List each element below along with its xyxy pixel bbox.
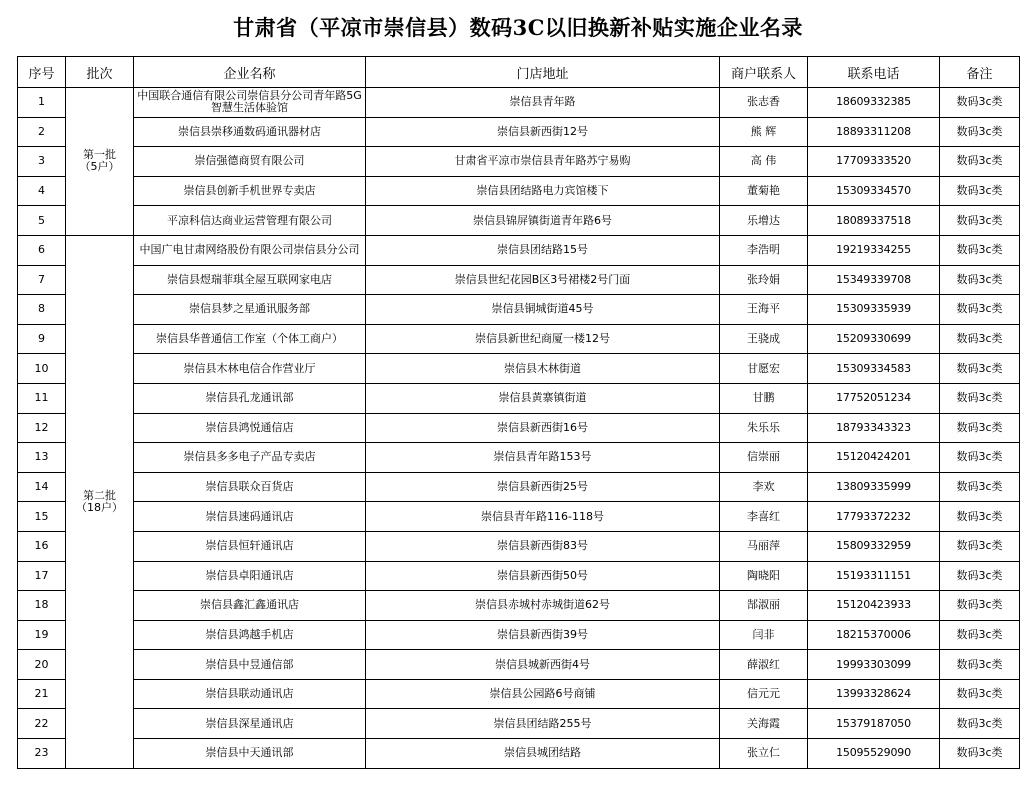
cell-contact: 张志香 bbox=[720, 88, 808, 118]
cell-phone: 17752051234 bbox=[808, 383, 940, 413]
cell-contact: 李喜红 bbox=[720, 502, 808, 532]
table-row bbox=[18, 531, 1020, 561]
cell-phone: 15193311151 bbox=[808, 561, 940, 591]
cell-address: 崇信县青年路153号 bbox=[366, 443, 720, 473]
cell-note: 数码3c类 bbox=[940, 324, 1020, 354]
cell-contact: 乐增达 bbox=[720, 206, 808, 236]
cell-contact: 张玲娟 bbox=[720, 265, 808, 295]
cell-address: 崇信县新世纪商厦一楼12号 bbox=[366, 324, 720, 354]
table-row bbox=[18, 354, 1020, 384]
cell-company: 崇信县鸿悦通信店 bbox=[134, 413, 366, 443]
cell-note: 数码3c类 bbox=[940, 147, 1020, 177]
cell-seq: 3 bbox=[18, 147, 66, 177]
cell-seq: 8 bbox=[18, 295, 66, 325]
table-row bbox=[18, 709, 1020, 739]
cell-seq: 19 bbox=[18, 620, 66, 650]
cell-contact: 关海霞 bbox=[720, 709, 808, 739]
header-note: 备注 bbox=[940, 57, 1020, 88]
batch-count: （18户） bbox=[76, 500, 123, 514]
header-company: 企业名称 bbox=[134, 57, 366, 88]
cell-note: 数码3c类 bbox=[940, 739, 1020, 769]
enterprise-table bbox=[17, 56, 1020, 769]
batch-label: 第一批 bbox=[83, 148, 116, 162]
table-row bbox=[18, 324, 1020, 354]
cell-address: 崇信县团结路15号 bbox=[366, 235, 720, 265]
batch-label: 第二批 bbox=[83, 488, 116, 502]
cell-company: 崇信县崇移通数码通讯器材店 bbox=[134, 117, 366, 147]
cell-note: 数码3c类 bbox=[940, 443, 1020, 473]
cell-seq: 21 bbox=[18, 679, 66, 709]
cell-note: 数码3c类 bbox=[940, 502, 1020, 532]
cell-phone: 18089337518 bbox=[808, 206, 940, 236]
cell-company: 崇信县煜瑞菲琪全屋互联网家电店 bbox=[134, 265, 366, 295]
cell-seq: 17 bbox=[18, 561, 66, 591]
cell-company: 崇信县创新手机世界专卖店 bbox=[134, 176, 366, 206]
cell-address: 甘肃省平凉市崇信县青年路苏宁易购 bbox=[366, 147, 720, 177]
cell-address: 崇信县新西街12号 bbox=[366, 117, 720, 147]
table-row bbox=[18, 650, 1020, 680]
cell-company: 崇信县华普通信工作室（个体工商户） bbox=[134, 324, 366, 354]
cell-note: 数码3c类 bbox=[940, 265, 1020, 295]
cell-phone: 15120424201 bbox=[808, 443, 940, 473]
cell-contact: 李欢 bbox=[720, 472, 808, 502]
cell-seq: 7 bbox=[18, 265, 66, 295]
cell-batch bbox=[66, 88, 134, 236]
cell-seq: 11 bbox=[18, 383, 66, 413]
cell-address: 崇信县青年路 bbox=[366, 88, 720, 118]
cell-contact: 郜淑丽 bbox=[720, 591, 808, 621]
cell-phone: 15349339708 bbox=[808, 265, 940, 295]
cell-phone: 15309334583 bbox=[808, 354, 940, 384]
cell-seq: 15 bbox=[18, 502, 66, 532]
cell-note: 数码3c类 bbox=[940, 709, 1020, 739]
cell-contact: 马丽萍 bbox=[720, 531, 808, 561]
cell-company: 崇信县梦之星通讯服务部 bbox=[134, 295, 366, 325]
table-row bbox=[18, 739, 1020, 769]
table-row bbox=[18, 561, 1020, 591]
cell-note: 数码3c类 bbox=[940, 354, 1020, 384]
cell-phone: 13809335999 bbox=[808, 472, 940, 502]
cell-address: 崇信县公园路6号商铺 bbox=[366, 679, 720, 709]
table-row bbox=[18, 383, 1020, 413]
cell-seq: 23 bbox=[18, 739, 66, 769]
cell-company: 崇信县速码通讯店 bbox=[134, 502, 366, 532]
table-row bbox=[18, 443, 1020, 473]
cell-contact: 张立仁 bbox=[720, 739, 808, 769]
cell-contact: 甘鹏 bbox=[720, 383, 808, 413]
cell-note: 数码3c类 bbox=[940, 679, 1020, 709]
table-row bbox=[18, 265, 1020, 295]
cell-seq: 14 bbox=[18, 472, 66, 502]
cell-address: 崇信县团结路255号 bbox=[366, 709, 720, 739]
cell-company: 平凉科信达商业运营管理有限公司 bbox=[134, 206, 366, 236]
cell-note: 数码3c类 bbox=[940, 472, 1020, 502]
cell-contact: 闫非 bbox=[720, 620, 808, 650]
cell-phone: 17793372232 bbox=[808, 502, 940, 532]
cell-phone: 15309335939 bbox=[808, 295, 940, 325]
cell-seq: 20 bbox=[18, 650, 66, 680]
cell-seq: 4 bbox=[18, 176, 66, 206]
cell-note: 数码3c类 bbox=[940, 176, 1020, 206]
cell-seq: 16 bbox=[18, 531, 66, 561]
cell-note: 数码3c类 bbox=[940, 295, 1020, 325]
cell-contact: 甘愿宏 bbox=[720, 354, 808, 384]
cell-contact: 王海平 bbox=[720, 295, 808, 325]
cell-company: 崇信县恒轩通讯店 bbox=[134, 531, 366, 561]
cell-company: 崇信县鑫汇鑫通讯店 bbox=[134, 591, 366, 621]
cell-phone: 15379187050 bbox=[808, 709, 940, 739]
cell-company: 崇信县深星通讯店 bbox=[134, 709, 366, 739]
document-title: 甘肃省（平凉市崇信县）数码3C以旧换新补贴实施企业名录 bbox=[233, 15, 803, 40]
cell-address: 崇信县新西街83号 bbox=[366, 531, 720, 561]
cell-note: 数码3c类 bbox=[940, 117, 1020, 147]
cell-company: 中国广电甘肃网络股份有限公司崇信县分公司 bbox=[134, 235, 366, 265]
table-row bbox=[18, 679, 1020, 709]
table-row bbox=[18, 413, 1020, 443]
table-row bbox=[18, 176, 1020, 206]
cell-address: 崇信县锦屏镇街道青年路6号 bbox=[366, 206, 720, 236]
cell-contact: 朱乐乐 bbox=[720, 413, 808, 443]
cell-address: 崇信县木林街道 bbox=[366, 354, 720, 384]
cell-address: 崇信县新西街25号 bbox=[366, 472, 720, 502]
cell-address: 崇信县新西街16号 bbox=[366, 413, 720, 443]
table-row bbox=[18, 620, 1020, 650]
cell-address: 崇信县青年路116-118号 bbox=[366, 502, 720, 532]
header-row bbox=[18, 57, 1020, 88]
cell-note: 数码3c类 bbox=[940, 650, 1020, 680]
cell-address: 崇信县城团结路 bbox=[366, 739, 720, 769]
cell-seq: 1 bbox=[18, 88, 66, 118]
cell-note: 数码3c类 bbox=[940, 235, 1020, 265]
cell-seq: 2 bbox=[18, 117, 66, 147]
cell-phone: 15209330699 bbox=[808, 324, 940, 354]
cell-contact: 王骁成 bbox=[720, 324, 808, 354]
cell-phone: 18793343323 bbox=[808, 413, 940, 443]
cell-note: 数码3c类 bbox=[940, 88, 1020, 118]
cell-phone: 19219334255 bbox=[808, 235, 940, 265]
cell-seq: 6 bbox=[18, 235, 66, 265]
cell-note: 数码3c类 bbox=[940, 591, 1020, 621]
cell-address: 崇信县世纪花园B区3号裙楼2号门面 bbox=[366, 265, 720, 295]
cell-company: 崇信县鸿越手机店 bbox=[134, 620, 366, 650]
cell-note: 数码3c类 bbox=[940, 620, 1020, 650]
table-row bbox=[18, 117, 1020, 147]
header-contact: 商户联系人 bbox=[720, 57, 808, 88]
cell-seq: 13 bbox=[18, 443, 66, 473]
cell-phone: 18893311208 bbox=[808, 117, 940, 147]
cell-company: 崇信县联动通讯店 bbox=[134, 679, 366, 709]
cell-company: 中国联合通信有限公司崇信县分公司青年路5G智慧生活体验馆 bbox=[134, 88, 366, 118]
table-row bbox=[18, 147, 1020, 177]
cell-phone: 18215370006 bbox=[808, 620, 940, 650]
cell-contact: 信元元 bbox=[720, 679, 808, 709]
cell-address: 崇信县团结路电力宾馆楼下 bbox=[366, 176, 720, 206]
cell-contact: 薛淑红 bbox=[720, 650, 808, 680]
cell-address: 崇信县黄寨镇街道 bbox=[366, 383, 720, 413]
table-row bbox=[18, 502, 1020, 532]
cell-address: 崇信县新西街50号 bbox=[366, 561, 720, 591]
table-row bbox=[18, 88, 1020, 118]
cell-seq: 9 bbox=[18, 324, 66, 354]
cell-contact: 陶晓阳 bbox=[720, 561, 808, 591]
table-row bbox=[18, 235, 1020, 265]
cell-phone: 18609332385 bbox=[808, 88, 940, 118]
header-address: 门店地址 bbox=[366, 57, 720, 88]
header-phone: 联系电话 bbox=[808, 57, 940, 88]
cell-company: 崇信县多多电子产品专卖店 bbox=[134, 443, 366, 473]
cell-phone: 15120423933 bbox=[808, 591, 940, 621]
cell-seq: 5 bbox=[18, 206, 66, 236]
cell-address: 崇信县城新西街4号 bbox=[366, 650, 720, 680]
batch-count: （5户） bbox=[79, 160, 120, 174]
cell-note: 数码3c类 bbox=[940, 383, 1020, 413]
cell-company: 崇信强德商贸有限公司 bbox=[134, 147, 366, 177]
cell-phone: 15309334570 bbox=[808, 176, 940, 206]
cell-seq: 10 bbox=[18, 354, 66, 384]
cell-phone: 13993328624 bbox=[808, 679, 940, 709]
table-body bbox=[18, 88, 1020, 769]
cell-contact: 熊 辉 bbox=[720, 117, 808, 147]
cell-seq: 12 bbox=[18, 413, 66, 443]
cell-phone: 19993303099 bbox=[808, 650, 940, 680]
table-row bbox=[18, 206, 1020, 236]
cell-company: 崇信县中昱通信部 bbox=[134, 650, 366, 680]
table-row bbox=[18, 295, 1020, 325]
cell-batch bbox=[66, 235, 134, 768]
cell-company: 崇信县联众百货店 bbox=[134, 472, 366, 502]
cell-address: 崇信县新西街39号 bbox=[366, 620, 720, 650]
cell-seq: 22 bbox=[18, 709, 66, 739]
header-batch: 批次 bbox=[66, 57, 134, 88]
cell-seq: 18 bbox=[18, 591, 66, 621]
cell-phone: 15095529090 bbox=[808, 739, 940, 769]
header-seq: 序号 bbox=[18, 57, 66, 88]
cell-note: 数码3c类 bbox=[940, 531, 1020, 561]
cell-address: 崇信县铜城街道45号 bbox=[366, 295, 720, 325]
cell-note: 数码3c类 bbox=[940, 561, 1020, 591]
cell-company: 崇信县木林电信合作营业厅 bbox=[134, 354, 366, 384]
cell-company: 崇信县中天通讯部 bbox=[134, 739, 366, 769]
cell-contact: 信崇丽 bbox=[720, 443, 808, 473]
cell-phone: 17709333520 bbox=[808, 147, 940, 177]
table-row bbox=[18, 472, 1020, 502]
cell-note: 数码3c类 bbox=[940, 206, 1020, 236]
cell-contact: 高 伟 bbox=[720, 147, 808, 177]
cell-note: 数码3c类 bbox=[940, 413, 1020, 443]
table-row bbox=[18, 591, 1020, 621]
cell-contact: 李浩明 bbox=[720, 235, 808, 265]
cell-company: 崇信县孔龙通讯部 bbox=[134, 383, 366, 413]
cell-address: 崇信县赤城村赤城街道62号 bbox=[366, 591, 720, 621]
cell-contact: 董菊艳 bbox=[720, 176, 808, 206]
cell-company: 崇信县卓阳通讯店 bbox=[134, 561, 366, 591]
cell-phone: 15809332959 bbox=[808, 531, 940, 561]
